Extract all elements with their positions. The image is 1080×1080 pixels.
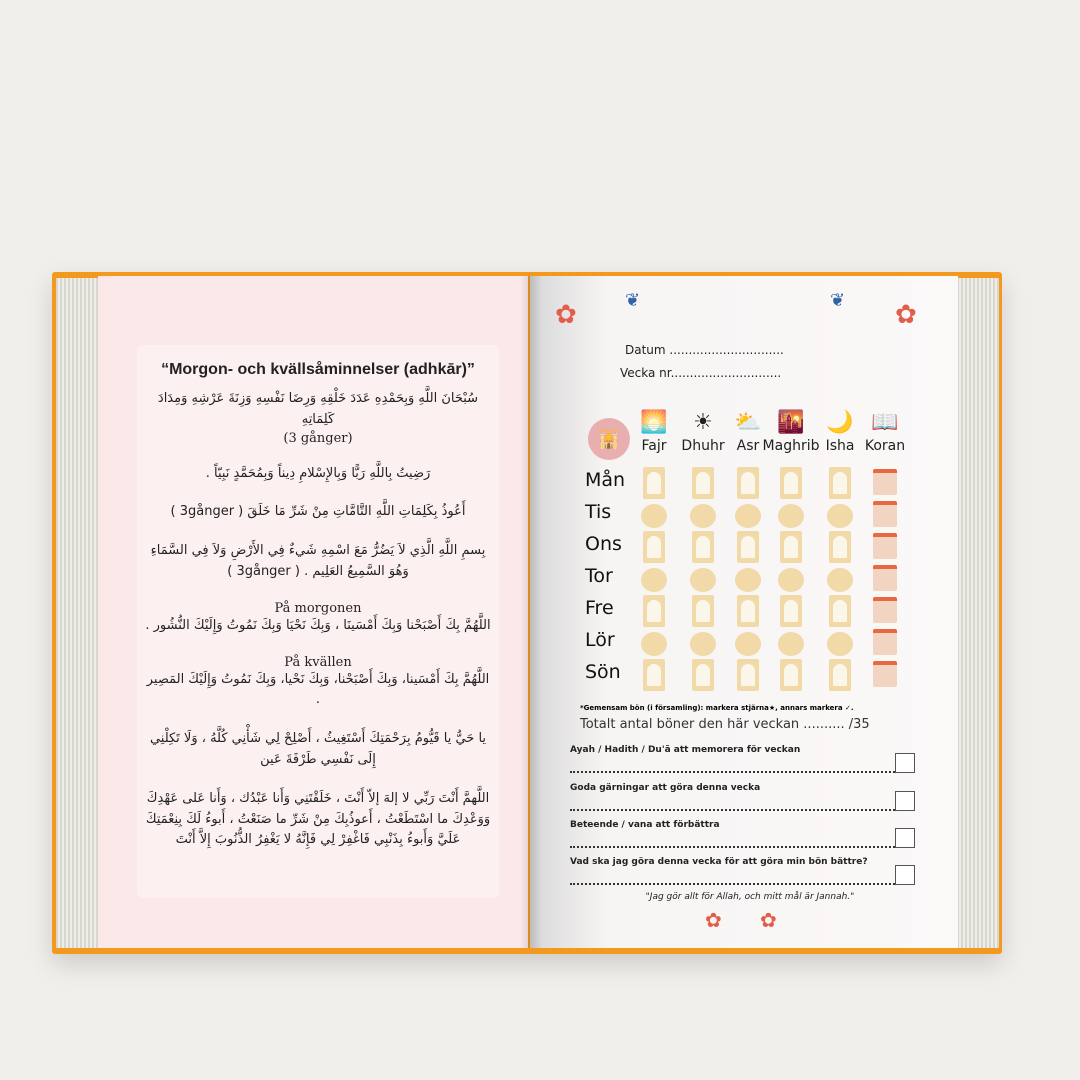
page-edges-right [955,278,999,948]
checkbox[interactable] [895,753,915,773]
evening-heading: På kvällen [284,654,352,670]
prayer-rug-clock-icon: 🕌 [588,418,630,460]
quran-tracker[interactable] [873,469,897,495]
prayer-circle-tracker[interactable] [735,632,761,656]
day-label: Fre [585,597,614,619]
prayer-rug-tracker[interactable] [643,659,665,691]
column-label: Dhuhr [681,438,725,454]
flower-ornament-icon: ✿ [760,908,777,932]
prayer-rug-tracker[interactable] [829,595,851,627]
prayer-rug-tracker[interactable] [780,531,802,563]
dhikr-arabic: بِسمِ اللَّهِ الَّذِي لاَ يَضُرُّ مَعَ اسْمِهِ شَيءٌ فِي الأَرْضِ وَلاَ فِي السَّمَاءِ وَهُوَ السَّمِيعُ العَلِيم . ( 3gånger ) [150,543,486,579]
day-label: Tor [585,565,613,587]
prayer-circle-tracker[interactable] [735,568,761,592]
question-label: Ayah / Hadith / Du'ā att memorera för veckan [570,745,801,755]
leaf-ornament-icon: ❦ [830,290,846,311]
date-field: Datum .............................. [625,343,784,357]
page-edges-left [56,278,102,948]
quran-tracker[interactable] [873,597,897,623]
column-koran [859,410,911,454]
morning-heading: På morgonen [274,600,362,616]
quran-tracker[interactable] [873,565,897,591]
prayer-circle-tracker[interactable] [641,632,667,656]
prayer-rug-tracker[interactable] [829,659,851,691]
day-label: Tis [585,501,612,523]
sun-icon: ☀ [693,410,713,435]
prayer-rug-tracker[interactable] [737,531,759,563]
column-maghrib [762,410,820,454]
prayer-circle-tracker[interactable] [827,568,853,592]
prayer-rug-tracker[interactable] [829,531,851,563]
leaf-ornament-icon: ❦ [625,290,641,311]
prayer-circle-tracker[interactable] [690,504,716,528]
prayer-rug-tracker[interactable] [692,595,714,627]
prayer-circle-tracker[interactable] [778,568,804,592]
flower-ornament-icon: ✿ [705,908,722,932]
prayer-rug-tracker[interactable] [643,531,665,563]
prayer-rug-tracker[interactable] [692,467,714,499]
week-field: Vecka nr............................. [620,366,782,380]
goal-memorize[interactable] [570,745,915,773]
checkbox[interactable] [895,828,915,848]
motto-quote: "Jag gör allt för Allah, och mitt mål är Jannah." [645,892,855,902]
column-label: Fajr [641,438,667,454]
prayer-circle-tracker[interactable] [778,504,804,528]
prayer-circle-tracker[interactable] [641,504,667,528]
prayer-circle-tracker[interactable] [778,632,804,656]
dhikr-arabic: رَضِيتُ بِاللَّهِ رَبًّا وَبِالإِسْلامِ دِيناً وَبِمُحَمَّدٍ نَبِيّاً . [205,465,431,481]
quran-tracker[interactable] [873,533,897,559]
day-label: Mån [585,469,626,491]
dhikr-arabic: اللَّهُمَّ بِكَ أَمْسَينا، وَبِكَ أَصْبَحْنا، وَبِكَ نَحْيا، وَبِكَ نَمُوتُ وَإِلَيْكَ المَصِير . [146,671,490,708]
prayer-rug-tracker[interactable] [737,595,759,627]
checkbox[interactable] [895,791,915,811]
quran-icon: 📖 [871,410,899,435]
prayer-rug-tracker[interactable] [737,659,759,691]
dhikr-arabic: أَعُوذُ بِكَلِمَاتِ اللَّهِ التَّامَّاتِ مِنْ شَرِّ مَا خَلَقَ ( 3gånger ) [170,504,466,520]
question-label: Vad ska jag göra denna vecka för att göra min bön bättre? [570,857,868,867]
column-label: Isha [825,438,855,454]
goal-improve-prayer[interactable] [570,857,915,885]
quran-tracker[interactable] [873,661,897,687]
moon-icon: 🌙 [826,410,854,435]
dhikr-arabic: يا حَيُّ يا قَيُّومُ بِرَحْمَتِكَ أَسْتَغِيثُ ، أَصْلِحْ لِي شَأْنِي كُلَّهُ ، وَلَا تَكِلْنِي إِلَى نَفْسِي طَرْفَةَ عَين [149,731,487,767]
prayer-rug-tracker[interactable] [643,467,665,499]
column-label: Asr [736,438,760,454]
dhikr-arabic: اللَّهمَّ أَنْتَ رَبِّي لا إلهَ إلاّ أَنْتَ ، خَلَقْتَنِي وَأَنا عَبْدُك ، وَأَنا عَلى عَهْدِكَ وَوَعْدِكَ ما اسْتَطَعْتُ ، أَعوذُبِكَ مِنْ شَرِّ ما صَنَعْتُ ، أَبوءُ لَكَ بِنِعْمَتِكَ عَلَيَّ وَأَبوءُ بِذَنْبِي فَاغْفِرْ لِي فَإِنَّهُ لا يَغْفِرُ الذُّنُوبَ إِلاَّ أَنْتَ [145,790,491,848]
dhikr-arabic: سُبْحَانَ اللَّهِ وَبِحَمْدِهِ عَدَدَ خَلْقِهِ وَرِضَا نَفْسِهِ وَزِنَةَ عَرْشِهِ وَمِدَادَ كَلِمَاتِهِ [157,391,479,427]
prayer-circle-tracker[interactable] [827,504,853,528]
dhikr-arabic: اللَّهُمَّ بِكَ أَصْبَحْنا وَبِكَ أَمْسَينَا ، وَبِكَ نَحْيَا وَبِكَ نَمُوتُ وَإِلَيْكَ النُّشُور . [145,617,491,633]
flower-ornament-icon: ✿ [555,300,577,330]
prayer-rug-tracker[interactable] [780,659,802,691]
adhkar-title: “Morgon- och kvällsåminnelser (adhkār)” [161,361,475,378]
quran-tracker[interactable] [873,629,897,655]
column-label: Maghrib [762,438,820,454]
question-label: Goda gärningar att göra denna vecka [570,783,761,793]
day-label: Ons [585,533,622,555]
prayer-circle-tracker[interactable] [735,504,761,528]
checkbox[interactable] [895,865,915,885]
prayer-circle-tracker[interactable] [690,568,716,592]
goal-good-deeds[interactable] [570,783,915,811]
prayer-circle-tracker[interactable] [690,632,716,656]
prayer-rug-tracker[interactable] [692,531,714,563]
sunrise-icon: 🌅 [640,410,668,435]
day-label: Sön [585,661,621,683]
prayer-circle-tracker[interactable] [827,632,853,656]
adhkar-card [137,345,499,898]
congregation-note: *Gemensam bön (i församling): markera stjärna★, annars markera ✓. [580,704,854,712]
column-fajr [628,410,680,454]
goal-habit[interactable] [570,820,915,848]
sunset-icon: 🌇 [777,410,805,435]
prayer-rug-tracker[interactable] [737,467,759,499]
question-label: Beteende / vana att förbättra [570,820,720,830]
dhikr-note: (3 gånger) [283,430,353,446]
quran-tracker[interactable] [873,501,897,527]
flower-ornament-icon: ✿ [895,300,917,330]
prayer-circle-tracker[interactable] [641,568,667,592]
column-label: Koran [864,438,906,454]
prayer-rug-tracker[interactable] [692,659,714,691]
prayer-rug-tracker[interactable] [780,595,802,627]
prayer-rug-tracker[interactable] [643,595,665,627]
weekly-total: Totalt antal böner den här veckan .......... /35 [580,717,870,732]
prayer-rug-tracker[interactable] [829,467,851,499]
book-gutter [520,276,542,948]
prayer-rug-tracker[interactable] [780,467,802,499]
day-label: Lör [585,629,615,651]
sun-cloud-icon: ⛅ [734,410,762,435]
